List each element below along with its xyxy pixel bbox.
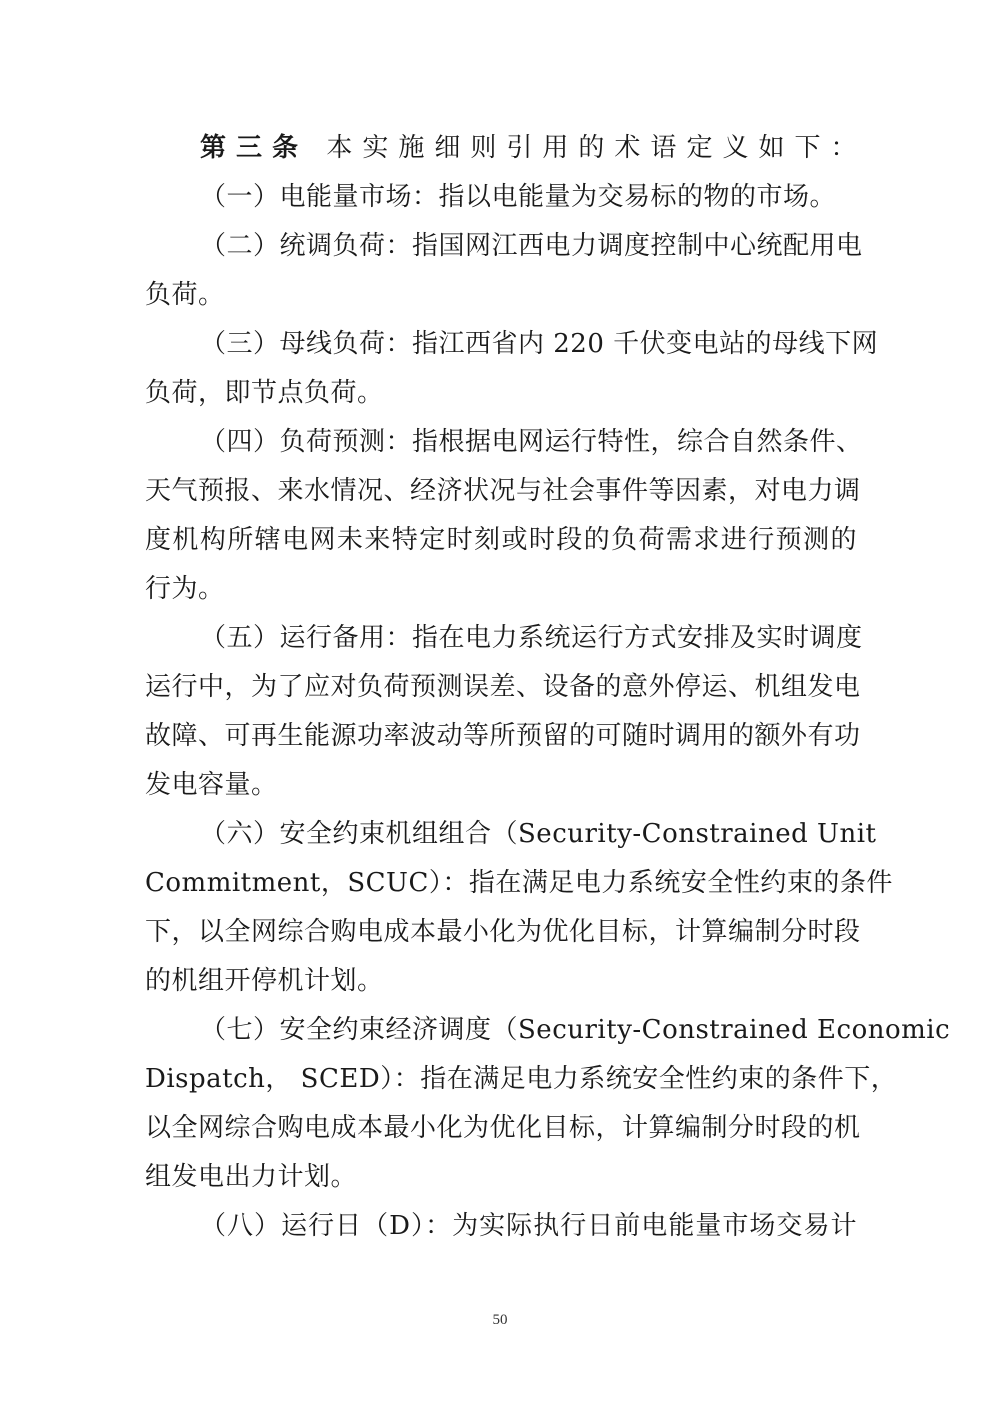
text-line: 运行中，为了应对负荷预测误差、设备的意外停运、机组发电	[145, 672, 861, 702]
text-line: 故障、可再生能源功率波动等所预留的可随时调用的额外有功	[145, 721, 861, 751]
text-line: 行为。	[145, 574, 225, 604]
text-line: 发电容量。	[145, 770, 278, 800]
article-intro: 本实施细则引用的术语定义如下：	[308, 133, 857, 163]
text-line: （五）运行备用：指在电力系统运行方式安排及实时调度	[200, 623, 863, 653]
text-line: Dispatch， SCED）：指在满足电力系统安全性约束的条件下，	[145, 1064, 898, 1094]
article-3-heading-line	[200, 124, 857, 172]
text-line: 度机构所辖电网未来特定时刻或时段的负荷需求进行预测的	[145, 525, 857, 555]
text-line: （四）负荷预测：指根据电网运行特性，综合自然条件、	[200, 427, 863, 457]
text-line: 下，以全网综合购电成本最小化为优化目标，计算编制分时段	[145, 917, 861, 947]
page-number: 50	[492, 1312, 508, 1328]
text-line: （三）母线负荷：指江西省内 220 千伏变电站的母线下网	[200, 329, 879, 359]
text-line: 天气预报、来水情况、经济状况与社会事件等因素，对电力调	[145, 476, 861, 506]
text-line: Commitment，SCUC）：指在满足电力系统安全性约束的条件	[145, 868, 893, 898]
article-heading: 第三条	[200, 133, 309, 163]
text-line: 组发电出力计划。	[145, 1162, 358, 1192]
text-line: 负荷，即节点负荷。	[145, 378, 384, 408]
text-line: 负荷。	[145, 280, 225, 310]
text-line: （二）统调负荷：指国网江西电力调度控制中心统配用电	[200, 231, 863, 261]
text-line: （八）运行日（D）：为实际执行日前电能量市场交易计	[200, 1211, 857, 1241]
text-line: 的机组开停机计划。	[145, 966, 384, 996]
text-line: （七）安全约束经济调度（Security-Constrained Economic	[200, 1015, 951, 1045]
text-line: （六）安全约束机组组合（Security-Constrained Unit	[200, 819, 877, 849]
text-line: 以全网综合购电成本最小化为优化目标，计算编制分时段的机	[145, 1113, 861, 1143]
text-line: （一）电能量市场：指以电能量为交易标的物的市场。	[200, 182, 837, 212]
